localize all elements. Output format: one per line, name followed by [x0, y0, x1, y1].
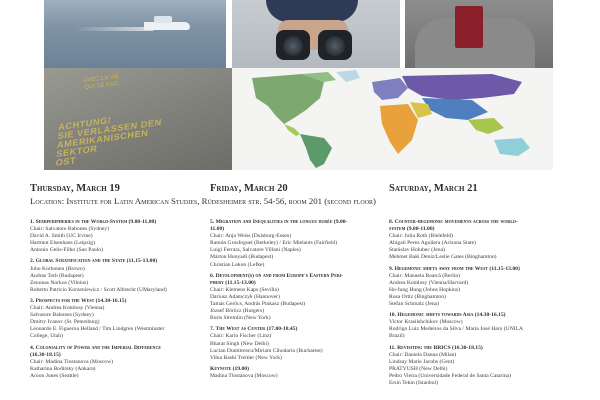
speaker-line: Dariusz Adamczyk (Hannover) [210, 293, 280, 300]
speaker-line: David A. Smith (UC Irvine) [30, 233, 93, 240]
speaker-line: Stanislav Holubec (Jena) [389, 247, 445, 254]
schedule-column-thursday [30, 219, 215, 384]
speaker-line: Chair: Salvatore Babones (Sydney) [30, 226, 110, 233]
session-title-line: 1. Semiperipheries in the World-System (9.00-11.00) [30, 219, 157, 225]
cap [266, 0, 358, 22]
speaker-line: PRATYUSH (New Delhi) [389, 365, 448, 372]
session-block [389, 266, 559, 309]
session-title-line: 11. Revisiting the BRICS (16.30-18.15) [389, 344, 483, 351]
world-map [232, 68, 553, 170]
session-title [389, 312, 559, 319]
session-title [210, 366, 395, 373]
session-block [210, 366, 395, 380]
speaker-line: Rosa Ortiz (Binghamton) [389, 293, 446, 300]
session-title [210, 219, 395, 233]
binocular-right [318, 30, 352, 60]
passport [455, 6, 483, 48]
speaker-line: Katharina Bodirsky (Ankara) [30, 365, 96, 372]
session-title [389, 219, 559, 233]
session-title-line: 8. Counter-hegemonic movements across the world- [389, 219, 518, 225]
speaker-line: Ersin Tekin (Istanbul) [389, 379, 438, 386]
speaker-line: Vilna Bashi Treitler (New York) [210, 354, 282, 361]
speaker-line: College, Utah) [30, 333, 63, 340]
world-map-graphic [232, 68, 553, 170]
session-title-line: 10. Hegemonic shifts towards Asia (14.30-16.15) [389, 312, 506, 319]
session-title [210, 273, 395, 287]
speaker-line: Márton Hunyadi (Budapest) [210, 254, 274, 261]
session-title-line: 9. Hegemonic shifts away from the West (11.15-13.00) [389, 265, 520, 272]
session-block [389, 219, 559, 262]
session-title-line: 5. Migration and Inequalities in the longue durée (9.00- [210, 219, 348, 225]
speaker-line: Madina Tlostanova (Moscow) [210, 372, 278, 379]
speaker-line: Andras Toth (Budapest) [30, 272, 84, 279]
speaker-line: Pedro Vieira (Universidade Federal de Santa Catarina) [389, 372, 511, 379]
binoculars-photo [232, 0, 400, 68]
speaker-line: Antonio Gelis-Filho (Sao Paulo) [30, 247, 103, 254]
speaker-line: Bharat Singh (New Delhi) [210, 340, 269, 347]
speaker-line: Chair: Anja Weiss (Duisburg-Essen) [210, 233, 292, 240]
street-text-top: AVEC LA VIE QUI SE FAIT [83, 74, 120, 91]
session-title-line: system (9.00-11.00) [389, 226, 435, 233]
session-block [210, 326, 395, 361]
speaker-line: Dmitry Ivanov (St. Petersburg) [30, 319, 100, 326]
speaker-line: Andrea Komlosy (Vienna/Harvard) [389, 279, 469, 286]
speaker-line: Ho-fung Hung (Johns Hopkins) [389, 286, 461, 293]
speaker-line: Zenonas Norkus (Vilnius) [30, 279, 89, 286]
speaker-line: Chair: Daniela Danna (Milan) [389, 351, 457, 358]
session-title [30, 345, 215, 359]
speaker-line: Abigail Perez Aguilera (Arizona State) [389, 240, 476, 247]
boat-wake [74, 27, 154, 31]
session-title-line: (16.30-18.15) [30, 351, 61, 358]
speaker-line: Chair: Julia Roth (Bielefeld) [389, 233, 453, 240]
speaker-line: Stefan Schmalz (Jena) [389, 301, 440, 308]
schedule-column-saturday [389, 219, 559, 391]
street-sign-photo [44, 68, 232, 170]
session-title [30, 298, 215, 305]
speaker-line: Hartmut Elsenhans (Leipzig) [30, 240, 95, 247]
day-title-friday: Friday, March 20 [210, 183, 288, 194]
speaker-line: Chair: Karin Fischer (Linz) [210, 333, 272, 340]
boat-photo [44, 0, 226, 68]
session-title [389, 266, 559, 273]
session-title-line: 6. Development(s) on and from Europe's Eastern Peri- [210, 272, 344, 279]
speaker-line: Ramón Grosfoguel (Berkeley) / Eric Mielants (Fairfield) [210, 240, 338, 247]
speaker-line: Chair: Manuela Boatcă (Berlin) [389, 272, 460, 279]
street-text: ACHTUNG! SIE VERLASSEN DEN AMERIKANISCHEN SEKTOR OST [55, 115, 163, 168]
session-title-line: 11.00) [210, 226, 225, 233]
session-title [210, 326, 395, 333]
boat-hull [144, 22, 190, 30]
session-block [30, 219, 215, 254]
session-block [210, 273, 395, 323]
schedule-column-friday [210, 219, 395, 384]
session-block [389, 312, 559, 340]
speaker-line: Brazil) [389, 333, 405, 340]
speaker-line: Lindsay Marie Jacobs (Gent) [389, 358, 455, 365]
speaker-line: Leonardo E. Figueroa Helland / Tim Lindgren (Westminster [30, 326, 165, 333]
speaker-line: József Böröcz (Rutgers) [210, 308, 265, 315]
session-title-line: Keynote (19.00) [210, 365, 249, 372]
day-title-thursday: Thursday, March 19 [30, 183, 120, 194]
speaker-line: Boris Stremlin (New York) [210, 315, 271, 322]
speaker-line: Christian Lekon (Lefke) [210, 261, 265, 268]
speaker-line: Chair: Madina Tlostanova (Moscow) [30, 358, 114, 365]
session-title-line: 3. Prospects for the West (14.30-16.15) [30, 297, 127, 304]
day-title-saturday: Saturday, March 21 [389, 183, 478, 194]
speaker-line: Mehmet Baki Deniz/Leslie Gates (Binghamton) [389, 254, 497, 261]
session-title-line: 7. The West as Center (17.00-18.45) [210, 326, 298, 333]
speaker-line: Salvatore Babones (Sydney) [30, 312, 94, 319]
speaker-line: Rodrigo Luiz Medeiros da Silva / Maria José Haro (UNILA [389, 326, 524, 333]
session-block [30, 298, 215, 341]
speaker-line: Aroon Jones (Seattle) [30, 372, 79, 379]
location-line: Location: Institute for Latin American Studies, Rüdesheimer str. 54-56, room 201 (second floor) [30, 196, 376, 206]
speaker-line: Roberto Patricio Korzeniewicz / Scott Albrecht (UMaryland) [30, 286, 167, 293]
session-title [30, 258, 215, 265]
session-block [30, 258, 215, 293]
session-block [30, 345, 215, 380]
speaker-line: Chair: Andrea Komlosy (Vienna) [30, 305, 105, 312]
binocular-left [276, 30, 310, 60]
session-title [389, 345, 559, 352]
speaker-line: Luigi Ferrara, Salvatore Villani (Naples) [210, 247, 301, 254]
session-block [210, 219, 395, 269]
speaker-line: Juho Korhonen (Brown) [30, 265, 85, 272]
speaker-line: Victor Krasilshchikov (Moscow) [389, 319, 463, 326]
session-title-line: 4. Coloniality of Power and the Imperial Difference [30, 344, 162, 351]
session-title-line: 2. Global Stratification and the State (11.15-13.00) [30, 258, 158, 265]
speaker-line: Tamás Gerőcs, András Pinkasz (Budapest) [210, 301, 306, 308]
speaker-line: Lucian Dumitrescu/Miriam Cihodariu (Bucharest) [210, 347, 323, 354]
session-title-line: phery (11.15-13.00) [210, 279, 256, 286]
session-title [30, 219, 215, 226]
speaker-line: Chair: Klemens Kaps (Sevilla) [210, 286, 279, 293]
passport-photo [405, 0, 553, 68]
session-block [389, 345, 559, 388]
photo-banner [0, 0, 600, 170]
boat-cabin [154, 16, 172, 23]
